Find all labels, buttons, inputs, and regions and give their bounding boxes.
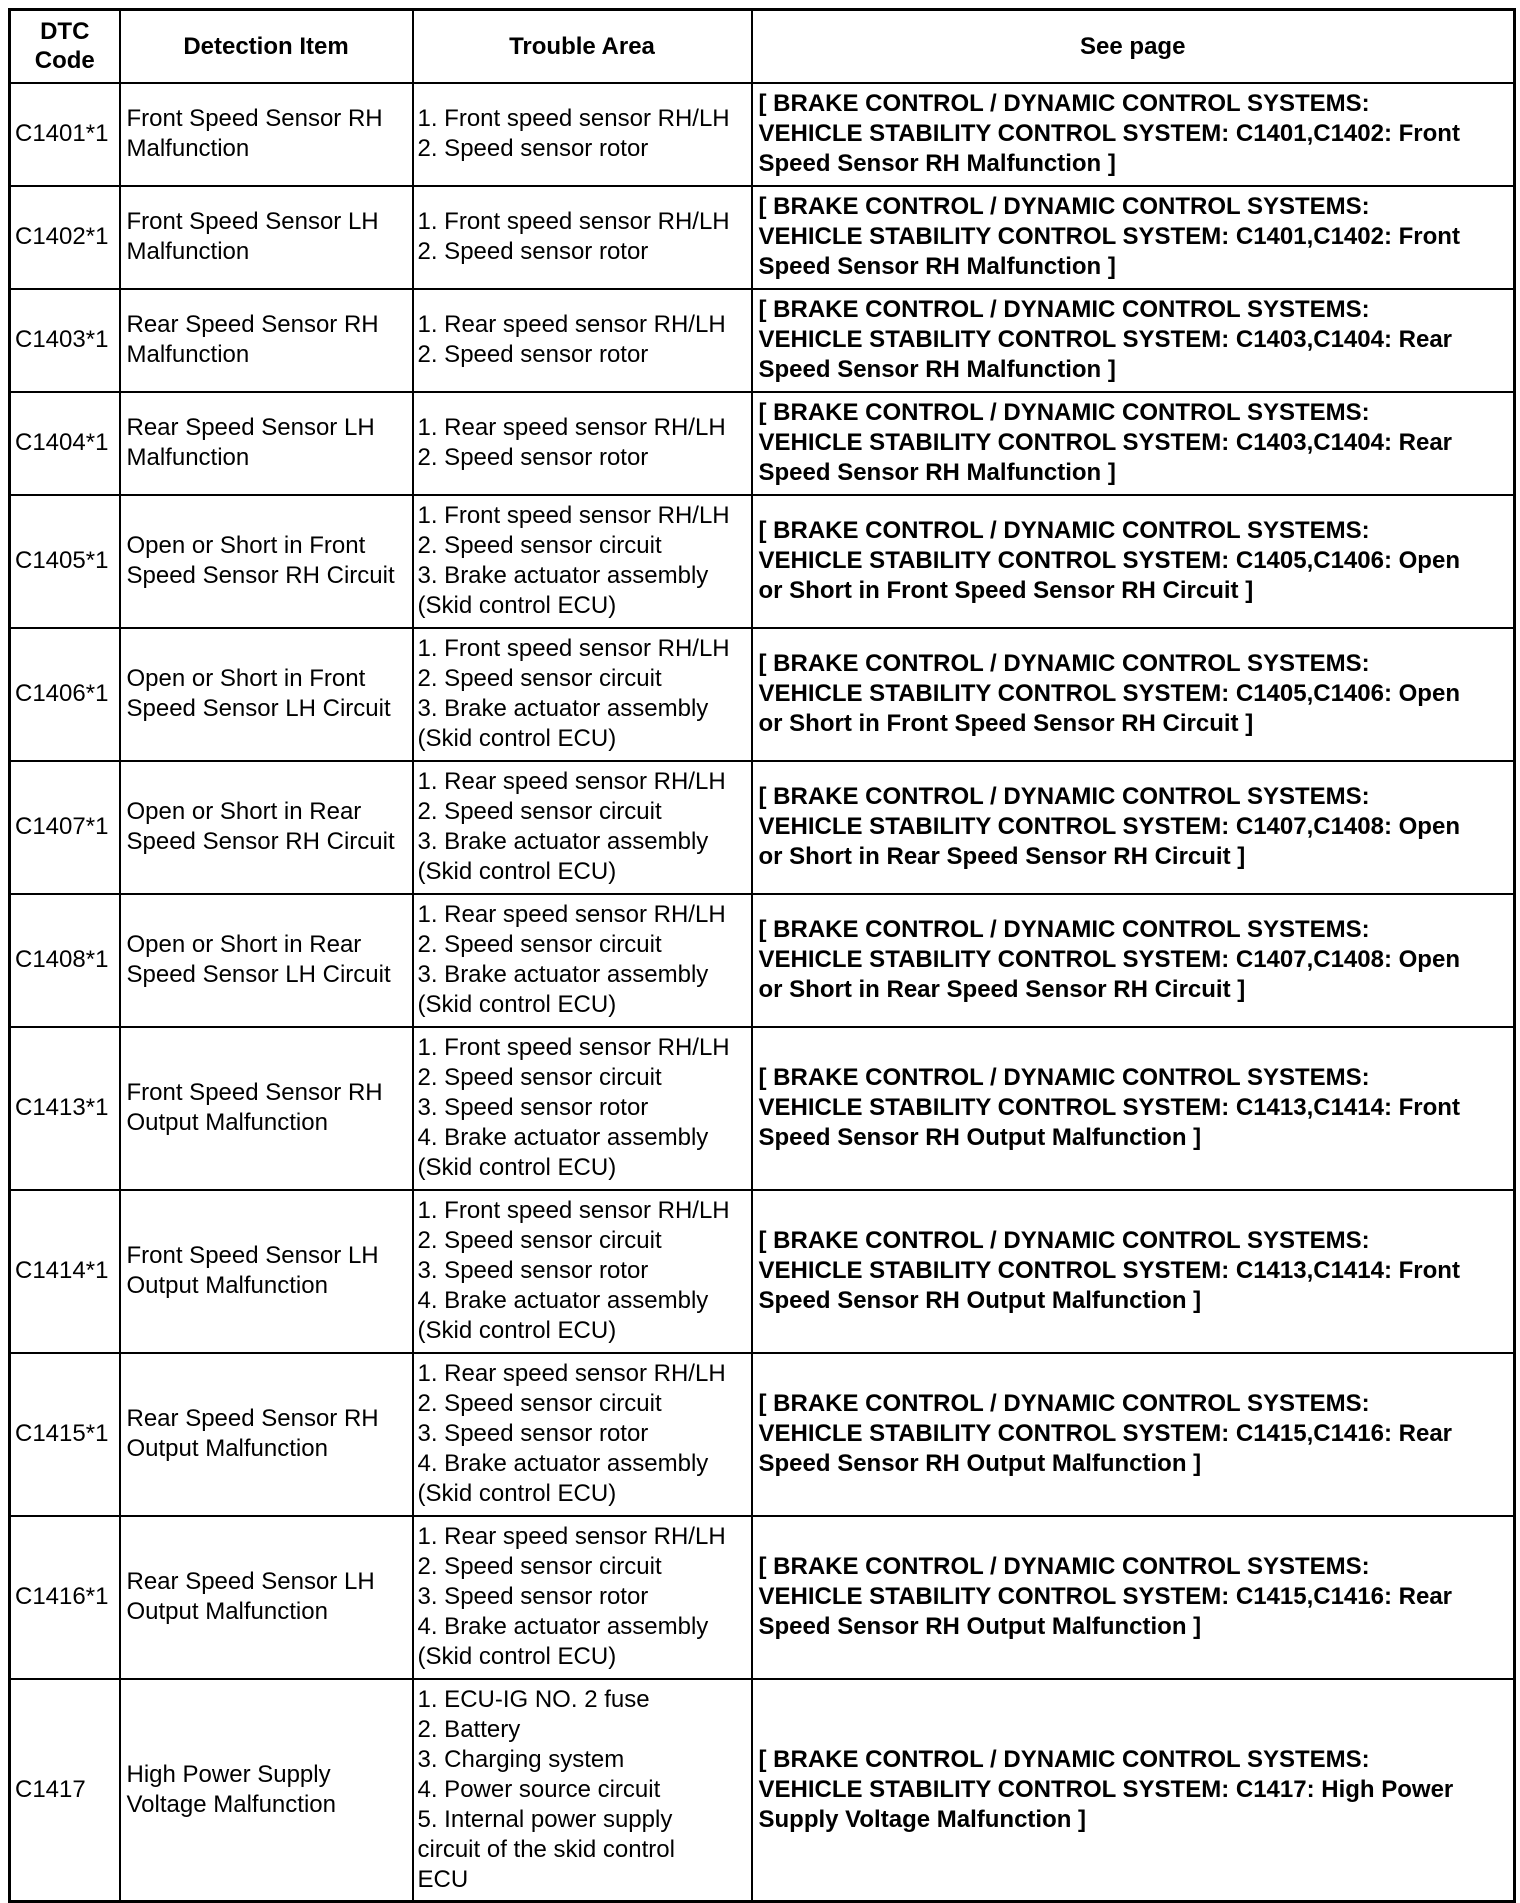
table-row <box>10 186 1515 289</box>
detection-item-cell <box>120 1516 413 1679</box>
detection-item-line: Front Speed Sensor RH <box>126 105 383 132</box>
dtc-code-cell: C1403*1 <box>10 289 120 392</box>
dtc-table <box>8 8 1516 1903</box>
header-dtc-code-line: DTC <box>40 18 90 46</box>
trouble-area-line: 1. Front speed sensor RH/LH <box>417 1197 730 1224</box>
see-page-line: VEHICLE STABILITY CONTROL SYSTEM: C1413,C1414: Front <box>758 1094 1460 1121</box>
detection-item-line: Speed Sensor RH Circuit <box>126 562 395 589</box>
detection-item-line: Malfunction <box>126 444 250 471</box>
table-row <box>10 495 1515 628</box>
detection-item-cell <box>120 495 413 628</box>
trouble-area-line: 1. Rear speed sensor RH/LH <box>417 901 726 928</box>
see-page-line: [ BRAKE CONTROL / DYNAMIC CONTROL SYSTEMS: <box>758 1553 1370 1580</box>
dtc-code-cell: C1415*1 <box>10 1353 120 1516</box>
see-page-cell <box>752 761 1515 894</box>
trouble-area-line: 2. Speed sensor rotor <box>417 444 649 471</box>
trouble-area-line: (Skid control ECU) <box>417 592 617 619</box>
detection-item-line: Output Malfunction <box>126 1272 328 1299</box>
see-page-line: VEHICLE STABILITY CONTROL SYSTEM: C1403,C1404: Rear <box>758 429 1453 456</box>
see-page-line: Speed Sensor RH Output Malfunction ] <box>758 1124 1202 1151</box>
trouble-area-cell <box>413 495 752 628</box>
trouble-area-line: 2. Speed sensor circuit <box>417 1227 662 1254</box>
trouble-area-cell <box>413 83 752 186</box>
detection-item-line: Malfunction <box>126 135 250 162</box>
see-page-line: or Short in Front Speed Sensor RH Circuit ] <box>758 577 1254 604</box>
trouble-area-line: (Skid control ECU) <box>417 1480 617 1507</box>
trouble-area-line: 4. Brake actuator assembly <box>417 1124 709 1151</box>
trouble-area-line: 1. ECU-IG NO. 2 fuse <box>417 1685 650 1713</box>
trouble-area-cell <box>413 186 752 289</box>
see-page-cell <box>752 186 1515 289</box>
see-page-line: VEHICLE STABILITY CONTROL SYSTEM: C1405,C1406: Open <box>758 547 1460 574</box>
header-dtc-code-line: Code <box>34 47 95 75</box>
trouble-area-line: (Skid control ECU) <box>417 1643 617 1670</box>
trouble-area-line: 3. Charging system <box>417 1745 625 1773</box>
trouble-area-cell <box>413 1027 752 1190</box>
detection-item-line: Open or Short in Front <box>126 532 366 559</box>
trouble-area-line: 2. Speed sensor circuit <box>417 798 662 825</box>
detection-item-line: Malfunction <box>126 238 250 265</box>
detection-item-line: Speed Sensor LH Circuit <box>126 961 391 988</box>
trouble-area-line: 1. Front speed sensor RH/LH <box>417 1034 730 1061</box>
detection-item-line: Output Malfunction <box>126 1598 328 1625</box>
see-page-line: Speed Sensor RH Output Malfunction ] <box>758 1450 1202 1477</box>
see-page-line: or Short in Front Speed Sensor RH Circuit ] <box>758 710 1254 737</box>
dtc-code-cell: C1416*1 <box>10 1516 120 1679</box>
detection-item-line: Open or Short in Rear <box>126 931 362 958</box>
trouble-area-line: 4. Brake actuator assembly <box>417 1613 709 1640</box>
trouble-area-line: 1. Front speed sensor RH/LH <box>417 635 730 662</box>
see-page-line: Speed Sensor RH Malfunction ] <box>758 356 1116 383</box>
trouble-area-line: 2. Speed sensor circuit <box>417 1390 662 1417</box>
see-page-line: VEHICLE STABILITY CONTROL SYSTEM: C1413,C1414: Front <box>758 1257 1460 1284</box>
trouble-area-cell <box>413 1353 752 1516</box>
trouble-area-line: 3. Brake actuator assembly <box>417 562 709 589</box>
dtc-code-cell: C1407*1 <box>10 761 120 894</box>
detection-item-cell <box>120 761 413 894</box>
see-page-line: VEHICLE STABILITY CONTROL SYSTEM: C1401,C1402: Front <box>758 120 1460 147</box>
see-page-line: [ BRAKE CONTROL / DYNAMIC CONTROL SYSTEMS: <box>758 1390 1370 1417</box>
detection-item-cell <box>120 186 413 289</box>
see-page-line: [ BRAKE CONTROL / DYNAMIC CONTROL SYSTEMS: <box>758 90 1370 117</box>
detection-item-cell <box>120 1679 413 1902</box>
dtc-code-cell: C1406*1 <box>10 628 120 761</box>
table-row <box>10 628 1515 761</box>
trouble-area-line: 2. Speed sensor circuit <box>417 665 662 692</box>
detection-item-line: Front Speed Sensor LH <box>126 1242 379 1269</box>
detection-item-line: High Power Supply <box>126 1760 331 1788</box>
trouble-area-line: 1. Rear speed sensor RH/LH <box>417 768 726 795</box>
see-page-line: [ BRAKE CONTROL / DYNAMIC CONTROL SYSTEMS: <box>758 399 1370 426</box>
see-page-line: [ BRAKE CONTROL / DYNAMIC CONTROL SYSTEMS: <box>758 1227 1370 1254</box>
trouble-area-cell <box>413 628 752 761</box>
see-page-cell <box>752 83 1515 186</box>
see-page-line: VEHICLE STABILITY CONTROL SYSTEM: C1401,C1402: Front <box>758 223 1460 250</box>
detection-item-line: Voltage Malfunction <box>126 1790 336 1818</box>
see-page-cell <box>752 392 1515 495</box>
trouble-area-line: 1. Rear speed sensor RH/LH <box>417 1360 726 1387</box>
see-page-line: Speed Sensor RH Output Malfunction ] <box>758 1613 1202 1640</box>
trouble-area-line: 4. Power source circuit <box>417 1775 661 1803</box>
see-page-line: [ BRAKE CONTROL / DYNAMIC CONTROL SYSTEMS: <box>758 650 1370 677</box>
table-row <box>10 761 1515 894</box>
dtc-code-cell: C1405*1 <box>10 495 120 628</box>
table-row <box>10 392 1515 495</box>
dtc-code-cell: C1404*1 <box>10 392 120 495</box>
detection-item-line: Rear Speed Sensor RH <box>126 311 379 338</box>
detection-item-cell <box>120 1027 413 1190</box>
see-page-line: VEHICLE STABILITY CONTROL SYSTEM: C1407,C1408: Open <box>758 946 1460 973</box>
trouble-area-cell <box>413 289 752 392</box>
detection-item-cell <box>120 289 413 392</box>
see-page-cell <box>752 628 1515 761</box>
detection-item-line: Open or Short in Front <box>126 665 366 692</box>
trouble-area-line: 1. Front speed sensor RH/LH <box>417 208 730 235</box>
trouble-area-line: (Skid control ECU) <box>417 725 617 752</box>
trouble-area-line: 2. Speed sensor rotor <box>417 238 649 265</box>
detection-item-line: Output Malfunction <box>126 1435 328 1462</box>
see-page-cell <box>752 1516 1515 1679</box>
see-page-line: [ BRAKE CONTROL / DYNAMIC CONTROL SYSTEMS: <box>758 193 1370 220</box>
dtc-code-cell: C1414*1 <box>10 1190 120 1353</box>
trouble-area-line: 2. Speed sensor rotor <box>417 135 649 162</box>
trouble-area-line: 5. Internal power supply <box>417 1805 673 1833</box>
dtc-code-cell: C1417 <box>10 1679 120 1902</box>
see-page-line: VEHICLE STABILITY CONTROL SYSTEM: C1415,C1416: Rear <box>758 1420 1453 1447</box>
see-page-line: [ BRAKE CONTROL / DYNAMIC CONTROL SYSTEMS: <box>758 916 1370 943</box>
see-page-line: [ BRAKE CONTROL / DYNAMIC CONTROL SYSTEMS: <box>758 1745 1370 1773</box>
detection-item-line: Speed Sensor RH Circuit <box>126 828 395 855</box>
header-row <box>10 10 1515 83</box>
trouble-area-cell <box>413 761 752 894</box>
see-page-cell <box>752 1679 1515 1902</box>
trouble-area-line: 3. Speed sensor rotor <box>417 1583 649 1610</box>
trouble-area-line: (Skid control ECU) <box>417 1317 617 1344</box>
trouble-area-line: 2. Speed sensor circuit <box>417 1064 662 1091</box>
trouble-area-line: (Skid control ECU) <box>417 1154 617 1181</box>
see-page-cell <box>752 894 1515 1027</box>
dtc-code-cell: C1408*1 <box>10 894 120 1027</box>
dtc-code-cell: C1401*1 <box>10 83 120 186</box>
table-row <box>10 1679 1515 1902</box>
trouble-area-cell <box>413 1679 752 1902</box>
trouble-area-line: 3. Speed sensor rotor <box>417 1420 649 1447</box>
trouble-area-line: 1. Rear speed sensor RH/LH <box>417 414 726 441</box>
see-page-cell <box>752 289 1515 392</box>
see-page-line: VEHICLE STABILITY CONTROL SYSTEM: C1405,C1406: Open <box>758 680 1460 707</box>
detection-item-line: Front Speed Sensor RH <box>126 1079 383 1106</box>
see-page-line: [ BRAKE CONTROL / DYNAMIC CONTROL SYSTEMS: <box>758 296 1370 323</box>
header-dtc-code <box>10 10 120 83</box>
trouble-area-line: (Skid control ECU) <box>417 991 617 1018</box>
see-page-cell <box>752 1190 1515 1353</box>
trouble-area-line: 3. Speed sensor rotor <box>417 1257 649 1284</box>
detection-item-line: Rear Speed Sensor LH <box>126 1568 375 1595</box>
detection-item-line: Open or Short in Rear <box>126 798 362 825</box>
dtc-code-cell: C1402*1 <box>10 186 120 289</box>
see-page-line: Speed Sensor RH Output Malfunction ] <box>758 1287 1202 1314</box>
see-page-line: Supply Voltage Malfunction ] <box>758 1805 1087 1833</box>
see-page-line: [ BRAKE CONTROL / DYNAMIC CONTROL SYSTEMS: <box>758 1064 1370 1091</box>
table-row <box>10 894 1515 1027</box>
detection-item-cell <box>120 1353 413 1516</box>
trouble-area-line: 1. Rear speed sensor RH/LH <box>417 311 726 338</box>
trouble-area-line: 1. Rear speed sensor RH/LH <box>417 1523 726 1550</box>
table-row <box>10 289 1515 392</box>
trouble-area-line: circuit of the skid control <box>417 1835 675 1863</box>
see-page-cell <box>752 1353 1515 1516</box>
trouble-area-line: 3. Brake actuator assembly <box>417 695 709 722</box>
see-page-line: or Short in Rear Speed Sensor RH Circuit ] <box>758 976 1246 1003</box>
see-page-cell <box>752 495 1515 628</box>
see-page-line: VEHICLE STABILITY CONTROL SYSTEM: C1417: High Power <box>758 1775 1454 1803</box>
trouble-area-line: 1. Front speed sensor RH/LH <box>417 105 730 132</box>
table-row <box>10 83 1515 186</box>
see-page-line: [ BRAKE CONTROL / DYNAMIC CONTROL SYSTEMS: <box>758 517 1370 544</box>
dtc-code-cell: C1413*1 <box>10 1027 120 1190</box>
trouble-area-cell <box>413 1516 752 1679</box>
trouble-area-cell <box>413 894 752 1027</box>
table-row <box>10 1516 1515 1679</box>
see-page-line: VEHICLE STABILITY CONTROL SYSTEM: C1415,C1416: Rear <box>758 1583 1453 1610</box>
trouble-area-line: 1. Front speed sensor RH/LH <box>417 502 730 529</box>
see-page-cell <box>752 1027 1515 1190</box>
trouble-area-line: 4. Brake actuator assembly <box>417 1450 709 1477</box>
table-row <box>10 1190 1515 1353</box>
detection-item-line: Output Malfunction <box>126 1109 328 1136</box>
see-page-line: Speed Sensor RH Malfunction ] <box>758 253 1116 280</box>
see-page-line: [ BRAKE CONTROL / DYNAMIC CONTROL SYSTEMS: <box>758 783 1370 810</box>
detection-item-cell <box>120 392 413 495</box>
trouble-area-line: 4. Brake actuator assembly <box>417 1287 709 1314</box>
detection-item-line: Speed Sensor LH Circuit <box>126 695 391 722</box>
detection-item-line: Rear Speed Sensor RH <box>126 1405 379 1432</box>
table-row <box>10 1353 1515 1516</box>
header-see-page: See page <box>752 10 1515 83</box>
detection-item-line: Malfunction <box>126 341 250 368</box>
see-page-line: VEHICLE STABILITY CONTROL SYSTEM: C1407,C1408: Open <box>758 813 1460 840</box>
trouble-area-line: 2. Speed sensor circuit <box>417 931 662 958</box>
trouble-area-cell <box>413 392 752 495</box>
detection-item-cell <box>120 894 413 1027</box>
see-page-line: VEHICLE STABILITY CONTROL SYSTEM: C1403,C1404: Rear <box>758 326 1453 353</box>
detection-item-cell <box>120 83 413 186</box>
detection-item-line: Rear Speed Sensor LH <box>126 414 375 441</box>
trouble-area-cell <box>413 1190 752 1353</box>
trouble-area-line: 3. Brake actuator assembly <box>417 961 709 988</box>
see-page-line: Speed Sensor RH Malfunction ] <box>758 459 1116 486</box>
trouble-area-line: 2. Speed sensor rotor <box>417 341 649 368</box>
see-page-line: or Short in Rear Speed Sensor RH Circuit ] <box>758 843 1246 870</box>
table-body <box>10 83 1515 1902</box>
trouble-area-line: 2. Battery <box>417 1715 521 1743</box>
trouble-area-line: 2. Speed sensor circuit <box>417 1553 662 1580</box>
header-trouble-area: Trouble Area <box>413 10 752 83</box>
trouble-area-line: (Skid control ECU) <box>417 858 617 885</box>
trouble-area-line: 3. Brake actuator assembly <box>417 828 709 855</box>
table-row <box>10 1027 1515 1190</box>
detection-item-line: Front Speed Sensor LH <box>126 208 379 235</box>
trouble-area-line: 2. Speed sensor circuit <box>417 532 662 559</box>
see-page-line: Speed Sensor RH Malfunction ] <box>758 150 1116 177</box>
header-detection-item: Detection Item <box>120 10 413 83</box>
trouble-area-line: 3. Speed sensor rotor <box>417 1094 649 1121</box>
detection-item-cell <box>120 1190 413 1353</box>
detection-item-cell <box>120 628 413 761</box>
trouble-area-line: ECU <box>417 1865 469 1893</box>
